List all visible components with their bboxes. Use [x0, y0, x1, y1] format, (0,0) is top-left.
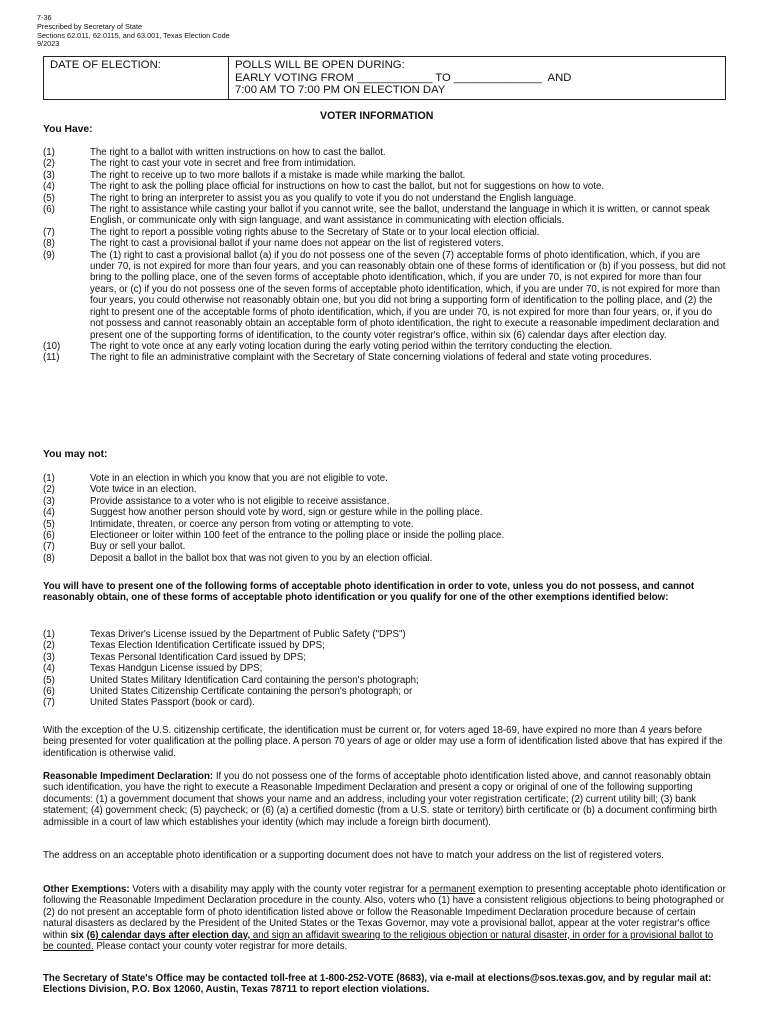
prohibition-item	[43, 507, 726, 518]
list-item-text: Deposit a ballot in the ballot box that was not given to you by an election official.	[90, 552, 433, 564]
list-item-text: The right to cast a provisional ballot if your name does not appear on the list of registered voters.	[90, 238, 504, 250]
right-item	[43, 341, 726, 352]
list-item-text: The right to ask the polling place official for instructions on how to cast the ballot, but not for suggestions on how to vote.	[90, 181, 605, 193]
list-item-number: (8)	[43, 552, 55, 564]
prohibition-item	[43, 530, 726, 541]
expiration-exception-paragraph: With the exception of the U.S. citizenship certificate, the identification must be current or, for voters aged 18-69, have expired no more than 4 years before being presented for voter qualification at the polling place. A person 70 years of age or older may use a form of identification listed above that has expired if the identification is otherwise valid.	[43, 725, 723, 759]
list-item-number: (4)	[43, 663, 55, 675]
election-date-box	[43, 56, 726, 100]
list-item-text: Vote in an election in which you know that you are not eligible to vote.	[90, 473, 388, 484]
list-item-number: (7)	[43, 226, 55, 238]
list-item-text: Vote twice in an election.	[90, 484, 197, 496]
list-item-number: (8)	[43, 238, 55, 250]
list-item-number: (4)	[43, 507, 55, 519]
list-item-text: Intimidate, threaten, or coerce any person from voting or attempting to vote.	[90, 518, 414, 530]
form-header	[37, 14, 230, 49]
photo-id-item	[43, 663, 726, 674]
right-item	[43, 250, 726, 341]
polls-line-1: POLLS WILL BE OPEN DURING:	[235, 59, 405, 71]
photo-id-item	[43, 629, 726, 640]
you-have-list	[43, 147, 726, 364]
polls-line-3: 7:00 AM TO 7:00 PM ON ELECTION DAY	[235, 84, 446, 97]
photo-id-list	[43, 629, 726, 709]
right-item	[43, 238, 726, 249]
list-item-number: (7)	[43, 697, 55, 709]
right-item	[43, 181, 726, 192]
photo-id-item	[43, 652, 726, 663]
list-item-text: The right to assistance while casting your ballot if you cannot write, see the ballot, understand the language in which it is written, or cannot speak English, or communicate only with sign language, and want assistance in communicating with election officials.	[90, 204, 710, 227]
prohibition-item	[43, 484, 726, 495]
list-item-number: (10)	[43, 340, 61, 352]
polls-line-2: EARLY VOTING FROM ____________ TO ______________ AND	[235, 71, 572, 84]
list-item-text: United States Citizenship Certificate containing the person's photograph; or	[90, 686, 413, 698]
list-item-number: (5)	[43, 192, 55, 204]
other-exemptions-paragraph	[43, 884, 726, 952]
voter-information-title: VOTER INFORMATION	[320, 110, 434, 122]
date-of-election-label: DATE OF ELECTION:	[50, 59, 161, 71]
list-item-number: (6)	[43, 204, 55, 216]
right-item	[43, 158, 726, 169]
list-item-text: The (1) right to cast a provisional ballot (a) if you do not possess one of the seven (7) acceptable forms of photo identification, which, if you are under 70, is not expired for more than four years, and you can reasonably obtain one of these forms of identification or (b) if you possess, but did not bring to the polling place, one of the seven forms of acceptable photo identification, which, if you are under 70, is not expired for more than four years, or (c) if you do not possess one of the seven forms of acceptable photo identification, which, if you are under 70, is not expired for more than four years, you could otherwise not reasonably obtain one, but you did not bring a supporting form of identification to the polling place, and (2) the right to present one of the acceptable forms of photo identification, which, if you are under 70, is not expired for more than four years, or, if you do not possess and cannot reasonably obtain an acceptable form of photo identification, the right to execute a reasonable impediment declaration and present one of the supporting forms of identification, to the county voter registrar's office, within six (6) calendar days after election day.	[90, 249, 726, 341]
provisional-counted-phrase: and sign an affidavit swearing to the religious objection or natural disaster, in order for a provisional ballot to be counted.	[43, 929, 714, 953]
other-text-b: exemption to presenting acceptable photo identification or following the Reasonable Impediment Declaration procedure in the county. Also, voters who (1) have a consistent religious objections to being photographed or (2) do not present an acceptable form of photo identification listed above or follow the Reasonable Impediment Declaration procedure because of certain natural disasters as declared by the President of the United States or the Texas Governor, may vote a provisional ballot, appear at the voter registrar's office within	[43, 884, 726, 941]
polls-open-cell	[229, 57, 726, 100]
list-item-text: The right to file an administrative complaint with the Secretary of State concerning violations of federal and state voting procedures.	[90, 352, 652, 364]
prohibition-item	[43, 496, 726, 507]
list-item-number: (3)	[43, 169, 55, 181]
list-item-number: (6)	[43, 530, 55, 542]
photo-id-intro: You will have to present one of the following forms of acceptable photo identification in order to vote, unless you do not possess, and cannot reasonably obtain, one of these forms of acceptable photo identification or you qualify for one of the other exemptions identified below:	[43, 581, 695, 604]
photo-id-item	[43, 697, 726, 708]
right-item	[43, 193, 726, 204]
revision-date: 9/2023	[37, 39, 60, 49]
list-item-number: (5)	[43, 518, 55, 530]
list-item-text: Texas Driver's License issued by the Department of Public Safety ("DPS")	[90, 629, 406, 640]
rid-label: Reasonable Impediment Declaration:	[43, 771, 214, 782]
list-item-number: (6)	[43, 686, 55, 698]
list-item-text: Electioneer or loiter within 100 feet of the entrance to the polling place or inside the polling place.	[90, 530, 505, 542]
list-item-number: (2)	[43, 158, 55, 170]
list-item-text: Texas Handgun License issued by DPS;	[90, 663, 263, 675]
code-sections: Sections 62.011, 62.0115, and 63.001, Texas Election Code	[37, 30, 230, 40]
permanent-word: permanent	[429, 884, 476, 895]
right-item	[43, 204, 726, 227]
list-item-number: (9)	[43, 249, 55, 261]
list-item-text: The right to report a possible voting rights abuse to the Secretary of State or to your local election official.	[90, 226, 540, 238]
prohibition-item	[43, 519, 726, 530]
list-item-number: (1)	[43, 147, 55, 158]
list-item-number: (1)	[43, 473, 55, 484]
list-item-number: (3)	[43, 495, 55, 507]
you-may-not-list	[43, 473, 726, 564]
list-item-text: The right to bring an interpreter to assist you as you qualify to vote if you do not understand the English language.	[90, 192, 577, 204]
list-item-text: Texas Personal Identification Card issued by DPS;	[90, 651, 306, 663]
list-item-number: (2)	[43, 484, 55, 496]
list-item-number: (3)	[43, 651, 55, 663]
photo-id-item	[43, 640, 726, 651]
six-days-phrase: (6) calendar days after election day,	[86, 929, 251, 941]
six-word: six	[70, 929, 84, 941]
prescribed-by: Prescribed by Secretary of State	[37, 21, 143, 31]
reasonable-impediment-paragraph	[43, 771, 726, 828]
list-item-text: The right to vote once at any early voting location during the early voting period within the territory conducting the election.	[90, 340, 613, 352]
list-item-text: Buy or sell your ballot.	[90, 541, 186, 553]
list-item-text: The right to receive up to two more ballots if a mistake is made while marking the ballot.	[90, 169, 466, 181]
date-of-election-cell	[44, 57, 229, 100]
list-item-number: (1)	[43, 629, 55, 640]
prohibition-item	[43, 541, 726, 552]
other-exemptions-label: Other Exemptions:	[43, 884, 130, 895]
form-number: 7-36	[37, 13, 52, 22]
photo-id-item	[43, 675, 726, 686]
you-may-not-heading: You may not:	[43, 449, 108, 460]
right-item	[43, 227, 726, 238]
list-item-text: Provide assistance to a voter who is not eligible to receive assistance.	[90, 495, 390, 507]
address-paragraph: The address on an acceptable photo identification or a supporting document does not have to match your address on the list of registered voters.	[43, 850, 664, 861]
list-item-number: (7)	[43, 541, 55, 553]
list-item-text: United States Military Identification Card containing the person's photograph;	[90, 674, 419, 686]
list-item-number: (4)	[43, 181, 55, 193]
you-have-heading: You Have:	[43, 124, 93, 135]
list-item-text: Texas Election Identification Certificate issued by DPS;	[90, 640, 325, 652]
right-item	[43, 170, 726, 181]
rid-text: If you do not possess one of the forms of acceptable photo identification listed above, and cannot reasonably obtain such identification, you have the right to execute a Reasonable Impediment Declaration and present a copy or original of one of the following supporting documents: (1) a government document that shows your name and an address, including your voter registration certificate; (2) current utility bill; (3) bank statement; (4) government check; (5) paycheck; or (6) (a) a certified domestic (from a U.S. state or territory) birth certificate or (b) a document confirming birth admissible in a court of law which establishes your identity (which may include a foreign birth document).	[43, 771, 718, 828]
other-text-a: Voters with a disability may apply with the county voter registrar for a	[129, 884, 430, 895]
list-item-number: (2)	[43, 640, 55, 652]
list-item-text: The right to cast your vote in secret and free from intimidation.	[90, 158, 356, 170]
list-item-text: Suggest how another person should vote by word, sign or gesture while in the polling place.	[90, 507, 483, 519]
list-item-number: (5)	[43, 674, 55, 686]
list-item-text: The right to a ballot with written instructions on how to cast the ballot.	[90, 147, 386, 158]
other-text-d: Please contact your county voter registrar for more details.	[93, 941, 348, 953]
list-item-text: United States Passport (book or card).	[90, 697, 255, 709]
prohibition-item	[43, 473, 726, 484]
right-item	[43, 352, 726, 363]
right-item	[43, 147, 726, 158]
contact-paragraph: The Secretary of State's Office may be contacted toll-free at 1-800-252-VOTE (8683), via e-mail at elections@sos.texas.gov, and by regular mail at: Elections Division, P.O. Box 12060, Austin, Texas 78711 to report election violations.	[43, 973, 712, 996]
prohibition-item	[43, 553, 726, 564]
list-item-number: (11)	[43, 352, 60, 364]
photo-id-item	[43, 686, 726, 697]
